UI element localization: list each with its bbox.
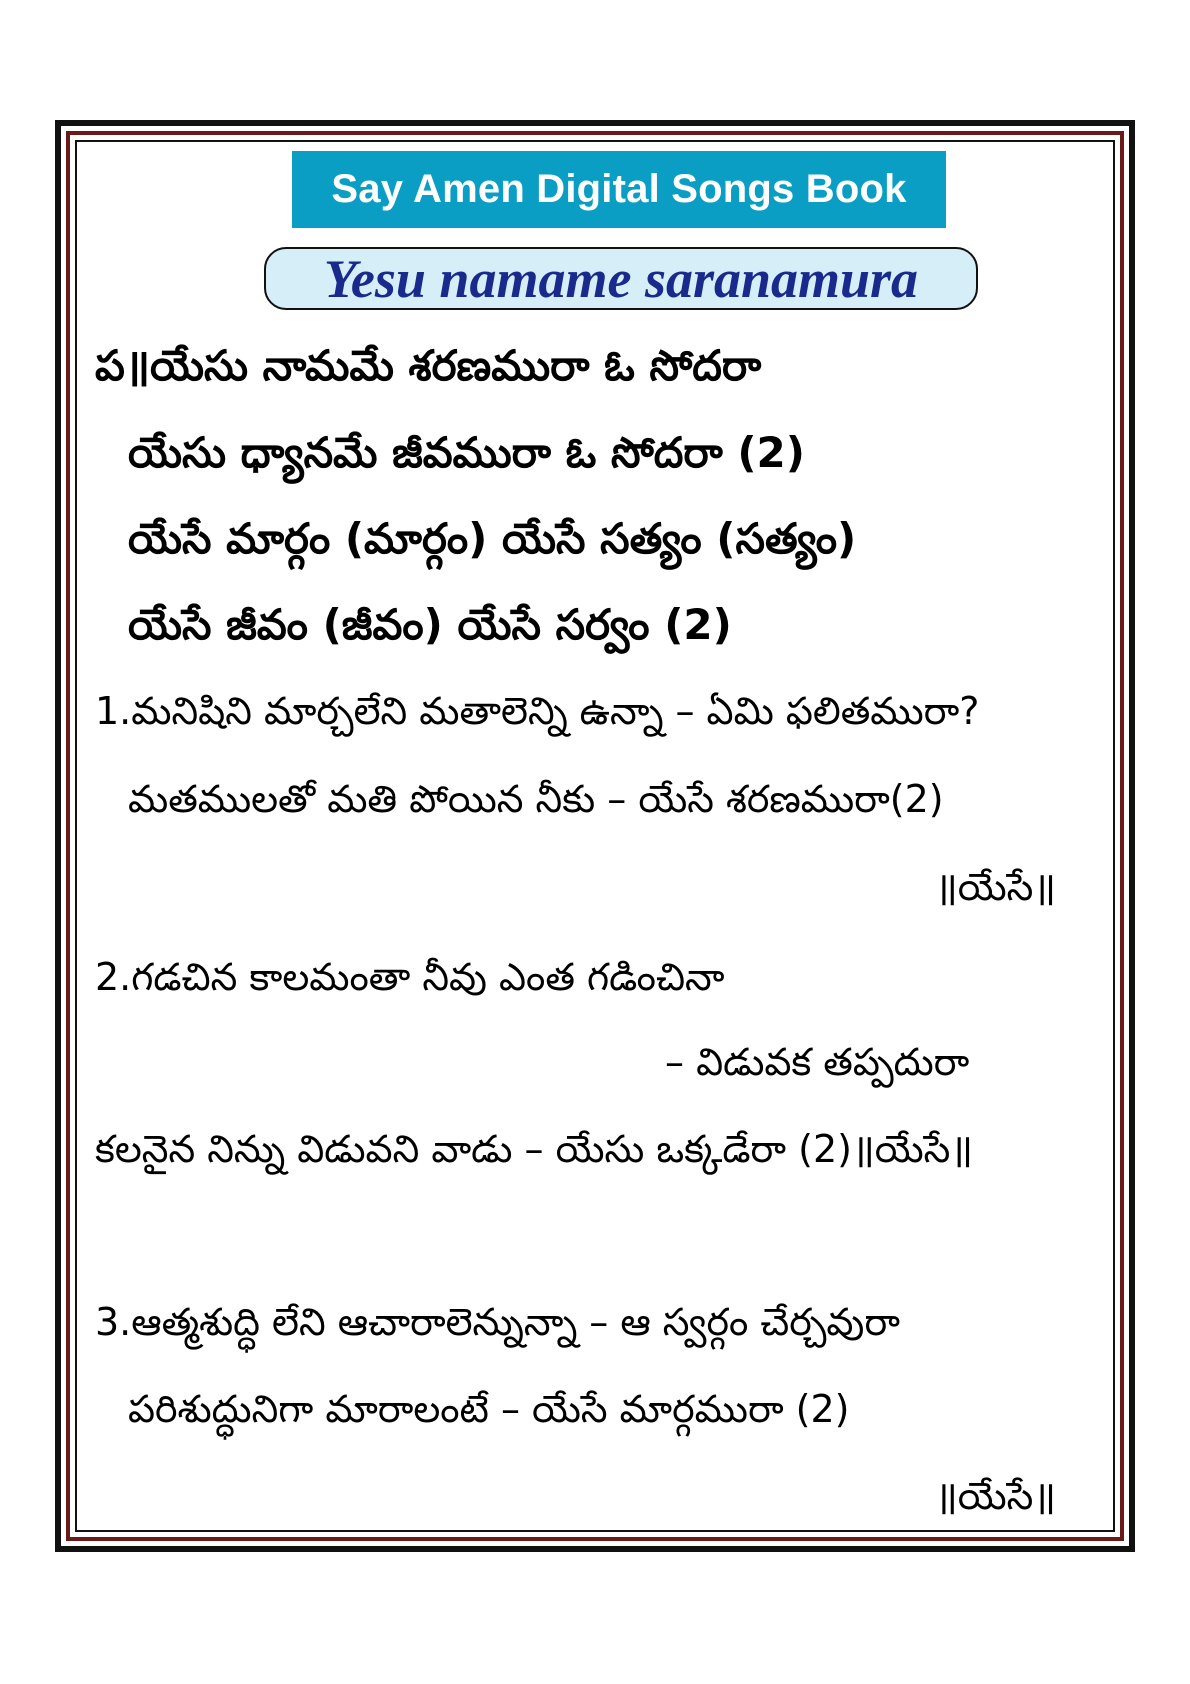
book-banner: Say Amen Digital Songs Book [292, 151, 946, 228]
verse3-line-1: 3.ఆత్మశుద్ధి లేని ఆచారాలెన్నున్నా – ఆ స్వర్గం చేర్చవురా [95, 1300, 900, 1344]
verse1-refrain: ॥యేసే॥ [935, 865, 1057, 909]
pallavi-line-4: యేసే జీవం (జీవం) యేసే సర్వం (2) [128, 600, 732, 649]
song-title: Yesu namame saranamura [264, 247, 978, 310]
verse3-refrain: ॥యేసే॥ [935, 1474, 1057, 1518]
verse2-line-3: కలనైన నిన్ను విడువని వాడు – యేసు ఒక్కడేరా (2)॥యేసే॥ [95, 1127, 974, 1171]
verse1-line-2: మతములతో మతి పోయిన నీకు – యేసే శరణమురా(2) [128, 777, 944, 821]
verse2-line-1: 2.గడచిన కాలమంతా నీవు ఎంత గడించినా [95, 955, 725, 999]
verse3-line-2: పరిశుద్ధునిగా మారాలంటే – యేసే మార్గమురా (2) [128, 1387, 850, 1431]
pallavi-line-3: యేసే మార్గం (మార్గం) యేసే సత్యం (సత్యం) [128, 514, 857, 563]
pallavi-line-2: యేసు ధ్యానమే జీవమురా ఓ సోదరా (2) [128, 428, 805, 477]
verse2-line-2: – విడువక తప్పదురా [665, 1040, 970, 1084]
verse1-line-1: 1.మనిషిని మార్చలేని మతాలెన్ని ఉన్నా – ఏమి ఫలితమురా? [95, 689, 980, 733]
pallavi-line-1: ప॥యేసు నామమే శరణమురా ఓ సోదరా [95, 341, 762, 390]
